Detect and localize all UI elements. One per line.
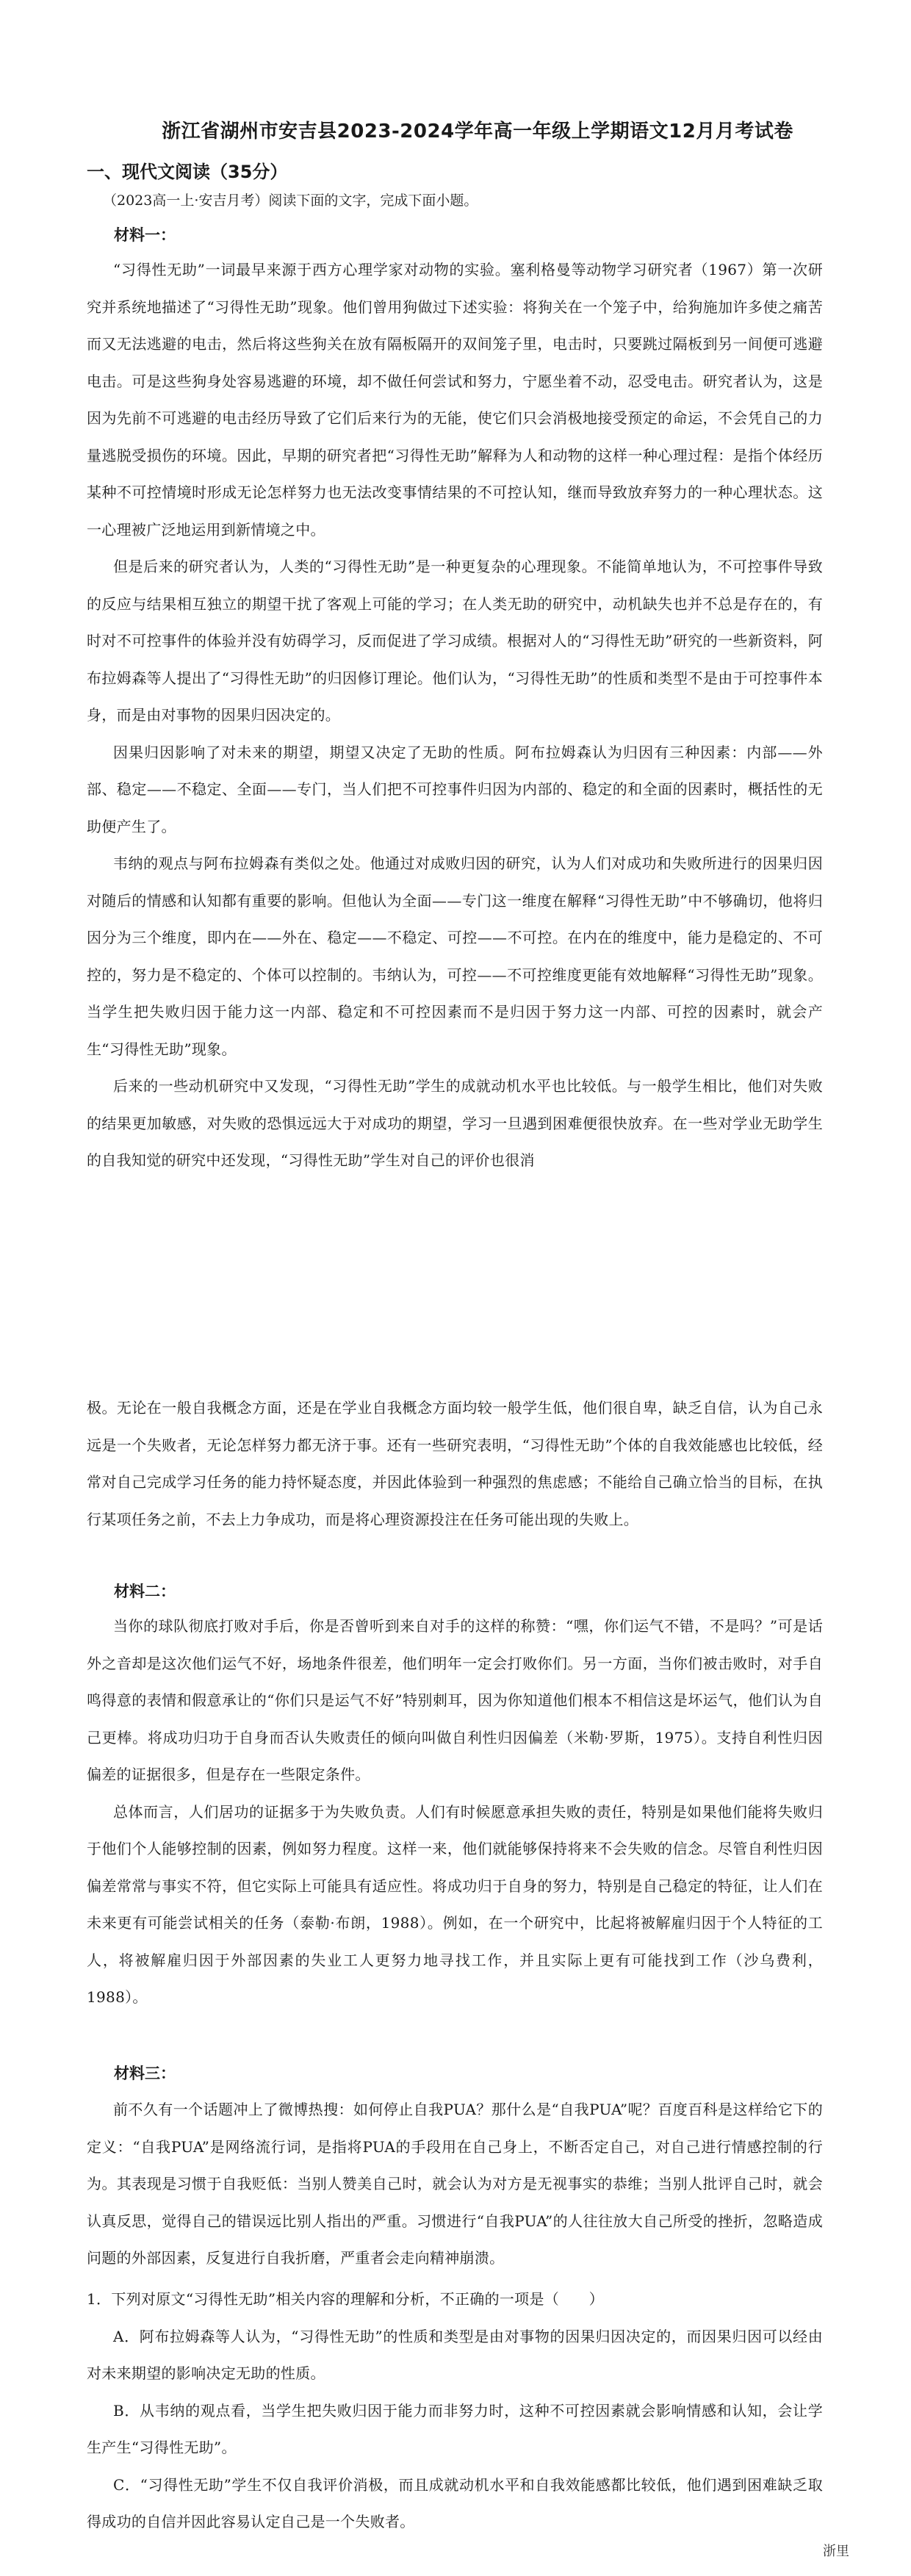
material-1-paragraph: “习得性无助”一词最早来源于西方心理学家对动物的实验。塞利格曼等动物学习研究者（1967）第一次研究并系统地描述了“习得性无助”现象。他们曾用狗做过下述实验：将狗关在一个笼子中，给狗施加许多使之痛苦而又无法逃避的电击，然后将这些狗关在放有隔板隔开的双间笼子里，电击时，只要跳过隔板到另一间便可逃避电击。可是这些狗身处容易逃避的环境，却不做任何尝试和努力，宁愿坐着不动，忍受电击。研究者认为，这是因为先前不可逃避的电击经历导致了它们后来行为的无能，使它们只会消极地接受预定的命运，不会凭自己的力量逃脱受损伤的环境。因此，早期的研究者把“习得性无助”解释为人和动物的这样一种心理过程：是指个体经历某种不可控情境时形成无论怎样努力也无法改变事情结果的不可控认知，继而导致放弃努力的一种心理状态。这一心理被广泛地运用到新情境之中。 (87, 261, 823, 539)
material-1-continued (87, 1389, 823, 1538)
reading-intro: （2023高一上·安吉月考）阅读下面的文字，完成下面小题。 (103, 193, 478, 209)
page-footer: 浙里 (823, 2544, 849, 2559)
material-2-paragraph: 总体而言，人们居功的证据多于为失败负责。人们有时候愿意承担失败的责任，特别是如果他们能将失败归于他们个人能够控制的因素，例如努力程度。这样一来，他们就能够保持将来不会失败的信念。尽管自利性归因偏差常常与事实不符，但它实际上可能具有适应性。将成功归于自身的努力，特别是自己稳定的特征，让人们在未来更有可能尝试相关的任务（泰勒·布朗，1988）。例如，在一个研究中，比起将被解雇归因于个人特征的工人，将被解雇归因于外部因素的失业工人更努力地寻找工作，并且实际上更有可能找到工作（沙乌费利，1988）。 (87, 1802, 823, 2006)
question-1-option-c[interactable]: C．“习得性无助”学生不仅自我评价消极，而且成就动机水平和自我效能感都比较低，他们遇到困难缺乏取得成功的自信并因此容易认定自己是一个失败者。 (87, 2475, 823, 2530)
material-2-paragraph: 当你的球队彻底打败对手后，你是否曾听到来自对手的这样的称赞：“嘿，你们运气不错，不是吗？”可是话外之音却是这次他们运气不好，场地条件很差，他们明年一定会打败你们。另一方面，当你们被击败时，对手自鸣得意的表情和假意承让的“你们只是运气不好”特别刺耳，因为你知道他们根本不相信这是坏运气，他们认为自己更棒。将成功归功于自身而否认失败责任的倾向叫做自利性归因偏差（米勒·罗斯，1975）。支持自利性归因偏差的证据很多，但是存在一些限定条件。 (87, 1617, 823, 1783)
material-3-label: 材料三： (114, 2065, 176, 2082)
exam-title: 浙江省湖州市安吉县2023-2024学年高一年级上学期语文12月月考试卷 (162, 120, 793, 143)
material-3-body (87, 2091, 823, 2277)
question-1-option-b[interactable]: B．从韦纳的观点看，当学生把失败归因于能力而非努力时，这种不可控因素就会影响情感和认知，会让学生产生“习得性无助”。 (87, 2401, 823, 2456)
question-block (87, 2281, 823, 2541)
material-1-body (87, 251, 823, 1179)
material-2-label: 材料二： (114, 1583, 176, 1600)
material-2-body (87, 1608, 823, 2016)
question-1-option-a[interactable]: A．阿布拉姆森等人认为，“习得性无助”的性质和类型是由对事物的因果归因决定的，而因果归因可以经由对未来期望的影响决定无助的性质。 (87, 2327, 823, 2382)
material-1-paragraph: 因果归因影响了对未来的期望，期望又决定了无助的性质。阿布拉姆森认为归因有三种因素：内部——外部、稳定——不稳定、全面——专门，当人们把不可控事件归因为内部的、稳定的和全面的因素时，概括性的无助便产生了。 (87, 743, 823, 835)
material-1-paragraph: 但是后来的研究者认为，人类的“习得性无助”是一种更复杂的心理现象。不能简单地认为，不可控事件导致的反应与结果相互独立的期望干扰了客观上可能的学习；在人类无助的研究中，动机缺失也并不总是存在的，有时对不可控事件的体验并没有妨碍学习，反而促进了学习成绩。根据对人的“习得性无助”研究的一些新资料，阿布拉姆森等人提出了“习得性无助”的归因修订理论。他们认为，“习得性无助”的性质和类型不是由于可控事件本身，而是由对事物的因果归因决定的。 (87, 558, 823, 724)
material-1-continuation: 极。无论在一般自我概念方面，还是在学业自我概念方面均较一般学生低，他们很自卑，缺乏自信，认为自己永远是一个失败者，无论怎样努力都无济于事。还有一些研究表明，“习得性无助”个体的自我效能感也比较低，经常对自己完成学习任务的能力持怀疑态度，并因此体验到一种强烈的焦虑感；不能给自己确立恰当的目标，在执行某项任务之前，不去上力争成功，而是将心理资源投注在任务可能出现的失败上。 (87, 1399, 823, 1528)
material-1-paragraph: 后来的一些动机研究中又发现，“习得性无助”学生的成就动机水平也比较低。与一般学生相比，他们对失败的结果更加敏感，对失败的恐惧远远大于对成功的期望，学习一旦遇到困难便很快放弃。在一些对学业无助学生的自我知觉的研究中还发现，“习得性无助”学生对自己的评价也很消 (87, 1077, 823, 1169)
question-1-stem: 1．下列对原文“习得性无助”相关内容的理解和分析，不正确的一项是（ ） (87, 2290, 604, 2308)
material-3-paragraph: 前不久有一个话题冲上了微博热搜：如何停止自我PUA？那什么是“自我PUA”呢？百度百科是这样给它下的定义：“自我PUA”是网络流行词，是指将PUA的手段用在自己身上，不断否定自己，对自己进行情感控制的行为。其表现是习惯于自我贬低：当别人赞美自己时，就会认为对方是无视事实的恭维；当别人批评自己时，就会认真反思，觉得自己的错误远比别人指出的严重。习惯进行“自我PUA”的人往往放大自己所受的挫折，忽略造成问题的外部因素，反复进行自我折磨，严重者会走向精神崩溃。 (87, 2101, 823, 2267)
material-1-paragraph: 韦纳的观点与阿布拉姆森有类似之处。他通过对成败归因的研究，认为人们对成功和失败所进行的因果归因对随后的情感和认知都有重要的影响。但他认为全面——专门这一维度在解释“习得性无助”中不够确切，他将归因分为三个维度，即内在——外在、稳定——不稳定、可控——不可控。在内在的维度中，能力是稳定的、不可控的，努力是不稳定的、个体可以控制的。韦纳认为，可控——不可控维度更能有效地解释“习得性无助”现象。当学生把失败归因于能力这一内部、稳定和不可控因素而不是归因于努力这一内部、可控的因素时，就会产生“习得性无助”现象。 (87, 855, 823, 1058)
material-1-label: 材料一： (114, 226, 176, 244)
section-heading: 一、现代文阅读（35分） (87, 162, 288, 182)
